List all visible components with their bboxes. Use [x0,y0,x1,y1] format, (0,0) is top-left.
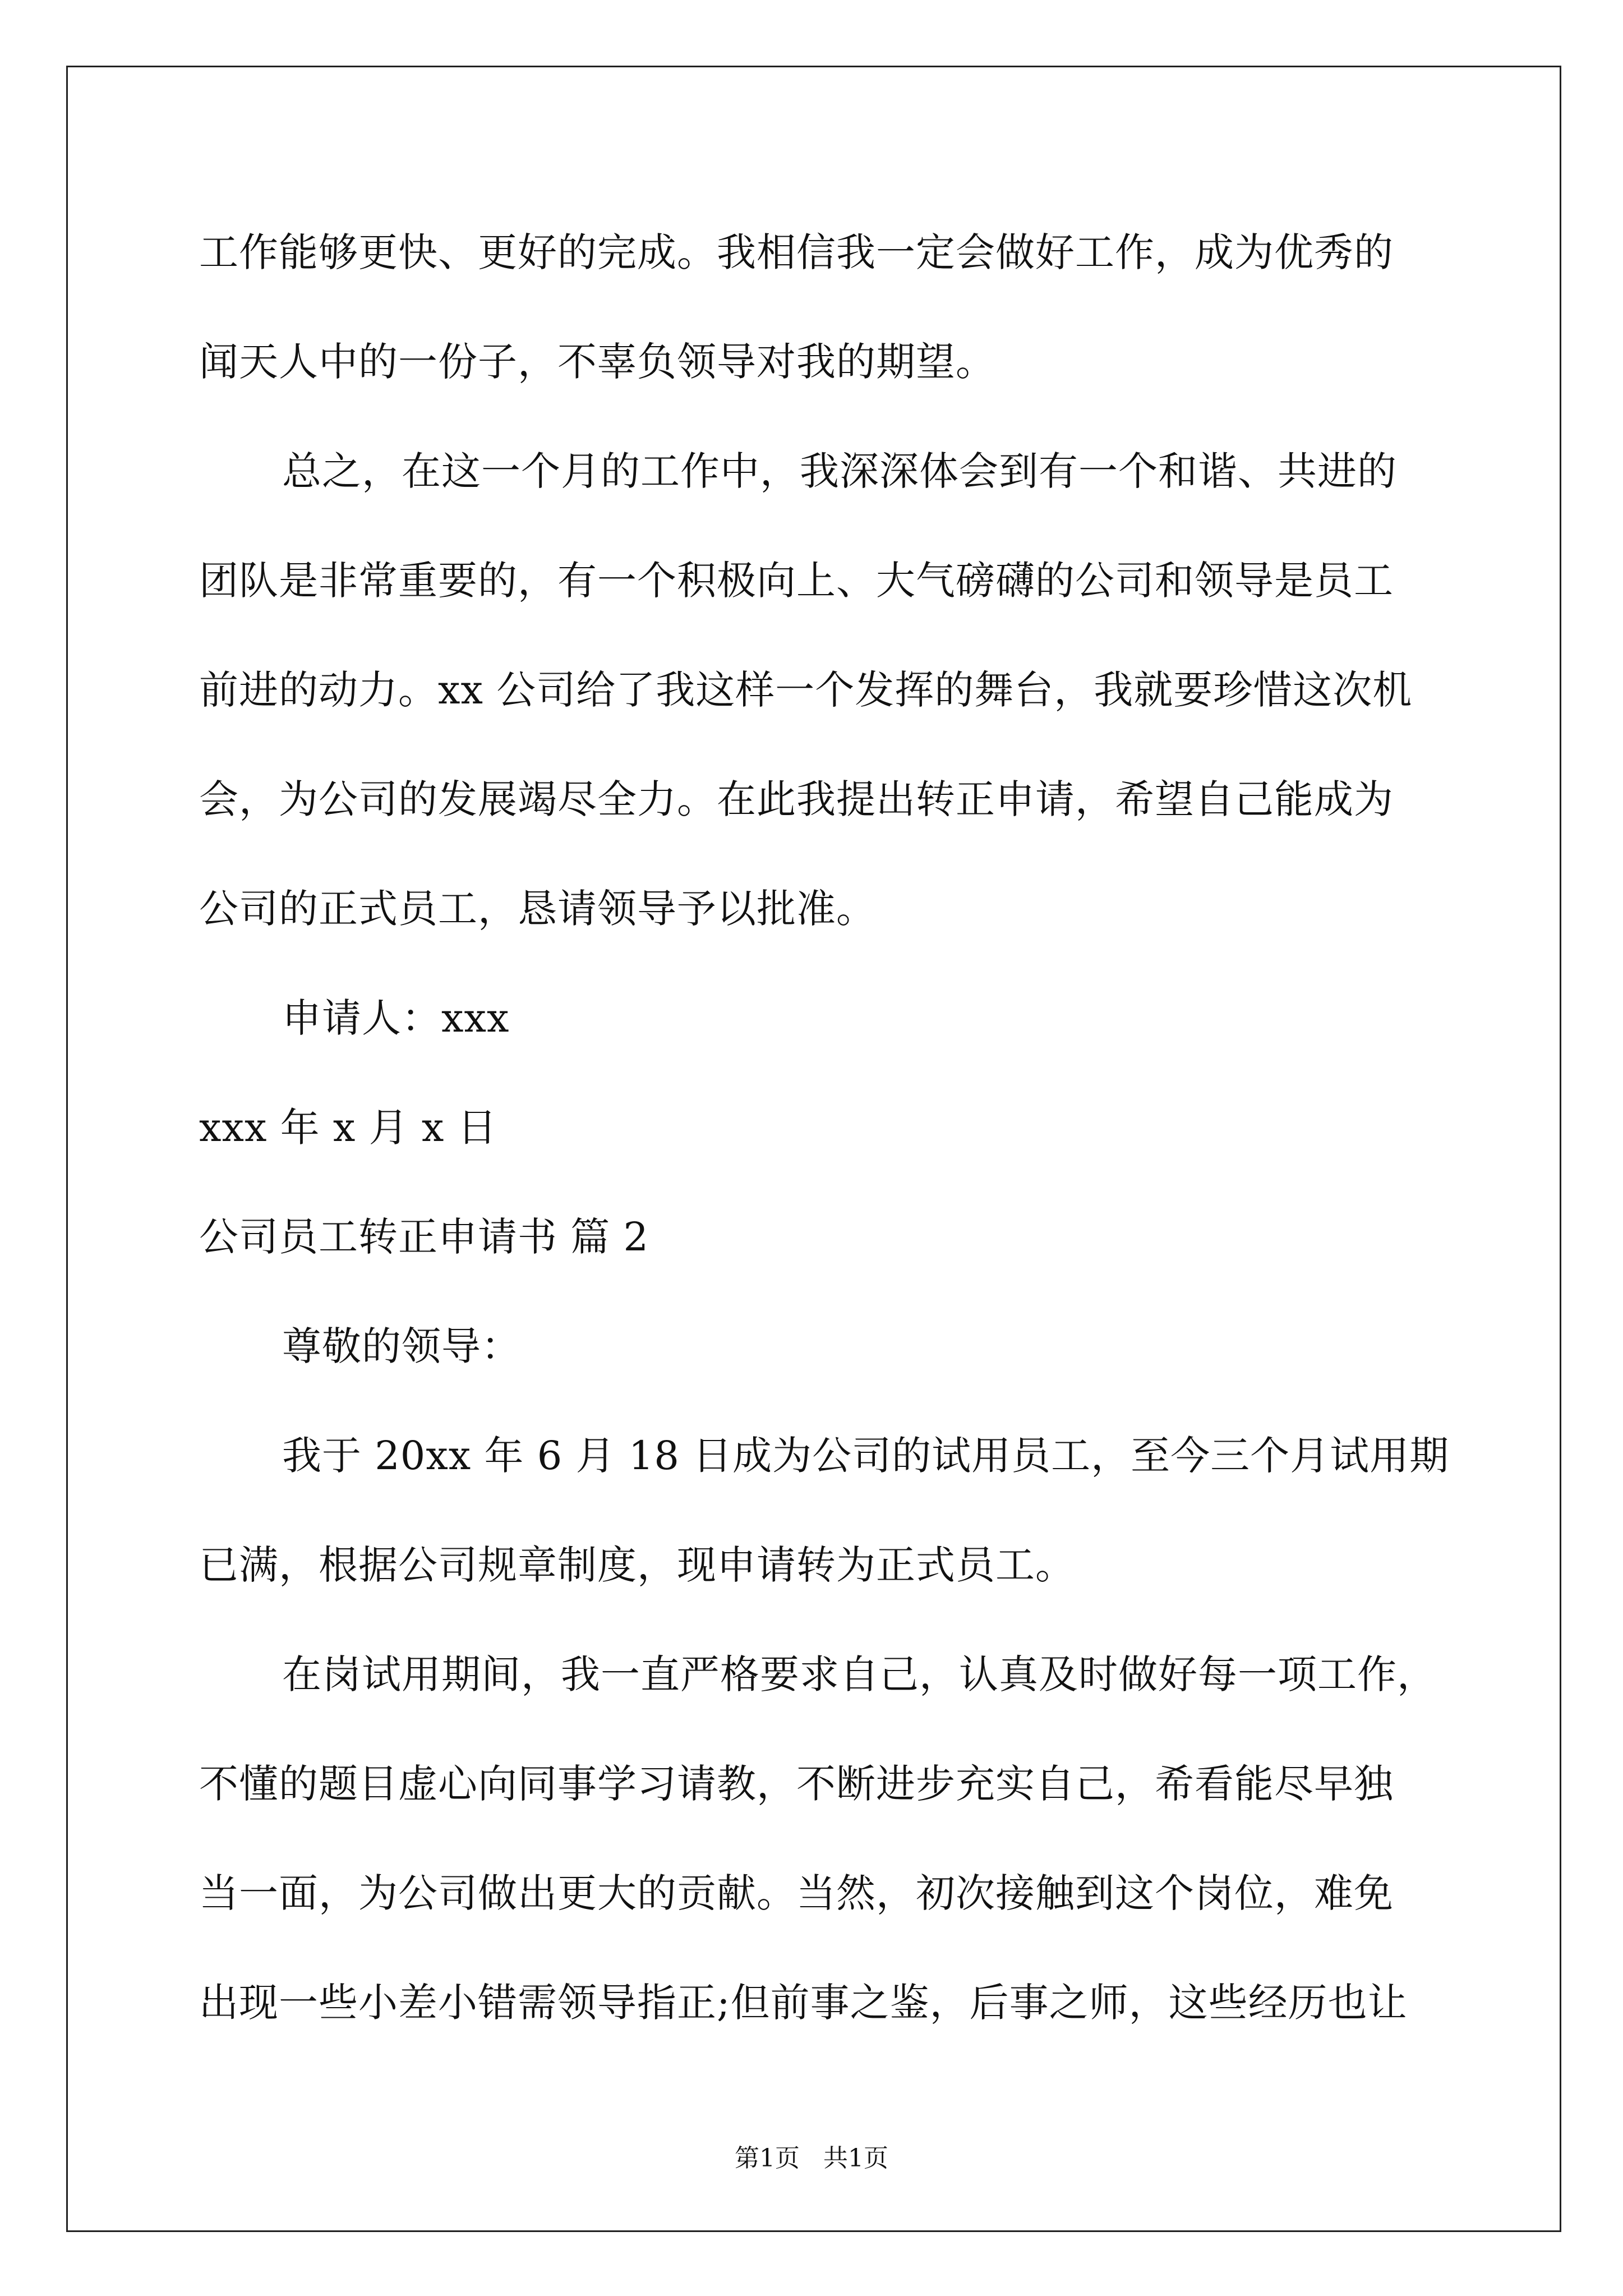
paragraph-line: 闻天人中的一份子，不辜负领导对我的期望。 [199,339,995,385]
paragraph-line: 出现一些小差小错需领导指正;但前事之鉴，后事之师，这些经历也让 [199,1980,1408,2026]
applicant-line: 申请人：xxx [282,995,510,1041]
section-heading: 公司员工转正申请书 篇 2 [199,1214,649,1260]
paragraph-line: 当一面，为公司做出更大的贡献。当然，初次接触到这个岗位，难免 [199,1870,1394,1916]
paragraph-line: 前进的动力。xx 公司给了我这样一个发挥的舞台，我就要珍惜这次机 [199,667,1413,713]
page-number-footer: 第1页 共1页 [735,2144,888,2173]
paragraph-line: 不懂的题目虚心向同事学习请教，不断进步充实自己，希看能尽早独 [199,1761,1394,1807]
paragraph-line: 已满，根据公司规章制度，现申请转为正式员工。 [199,1542,1075,1588]
date-line: xxx 年 x 月 x 日 [199,1105,497,1151]
paragraph-line: 团队是非常重要的，有一个积极向上、大气磅礴的公司和领导是员工 [199,558,1394,604]
salutation: 尊敬的领导： [282,1323,521,1369]
paragraph-line: 公司的正式员工，恳请领导予以批准。 [199,886,876,932]
paragraph-line: 在岗试用期间，我一直严格要求自己，认真及时做好每一项工作， [282,1651,1437,1697]
paragraph-line: 我于 20xx 年 6 月 18 日成为公司的试用员工，至今三个月试用期 [282,1433,1450,1479]
paragraph-line: 会，为公司的发展竭尽全力。在此我提出转正申请，希望自己能成为 [199,776,1394,822]
paragraph-line: 工作能够更快、更好的完成。我相信我一定会做好工作，成为优秀的 [199,229,1394,275]
paragraph-line: 总之，在这一个月的工作中，我深深体会到有一个和谐、共进的 [282,448,1397,494]
